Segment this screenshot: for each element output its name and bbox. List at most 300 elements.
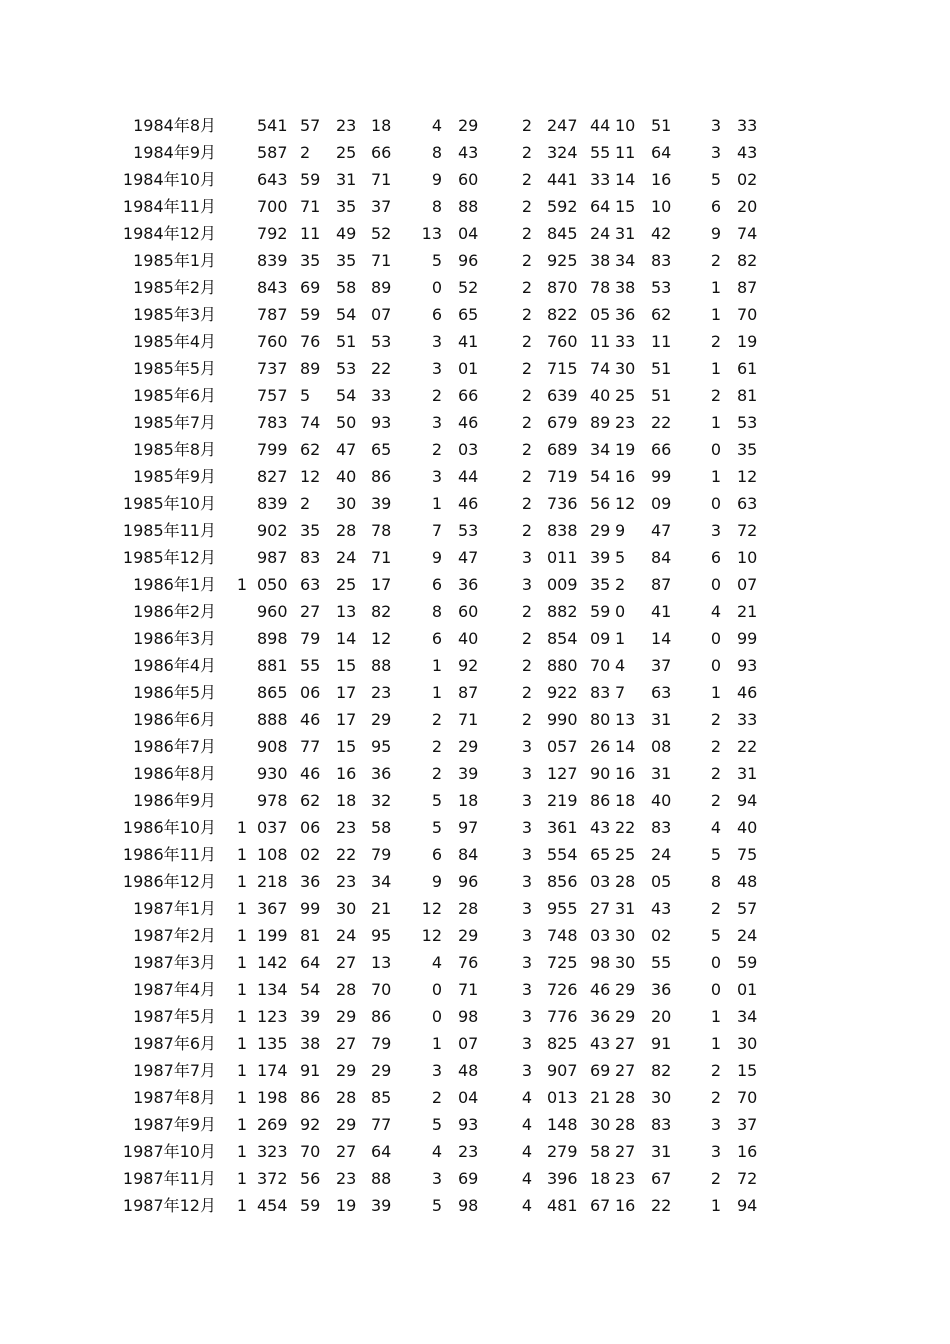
table-cell: 95	[371, 926, 392, 945]
table-cell: 888	[257, 710, 288, 729]
table-cell: 27	[615, 1142, 636, 1161]
table-cell: 30	[737, 1034, 758, 1053]
table-cell: 83	[651, 818, 672, 837]
table-cell: 80	[590, 710, 611, 729]
table-cell: 1	[710, 359, 721, 378]
table-cell: 3	[521, 737, 532, 756]
table-cell: 07	[458, 1034, 479, 1053]
table-cell: 760	[257, 332, 288, 351]
table-cell: 02	[651, 926, 672, 945]
table-cell: 24	[336, 926, 357, 945]
table-row	[0, 193, 950, 220]
table-cell: 77	[300, 737, 321, 756]
table-cell: 23	[336, 1169, 357, 1188]
table-cell: 955	[547, 899, 578, 918]
table-cell: 60	[458, 170, 479, 189]
table-cell: 94	[737, 1196, 758, 1215]
table-cell: 2	[431, 1088, 442, 1107]
table-cell: 98	[590, 953, 611, 972]
table-cell: 990	[547, 710, 578, 729]
table-cell: 21	[590, 1088, 611, 1107]
table-cell: 25	[615, 386, 636, 405]
table-row	[0, 328, 950, 355]
table-row	[0, 409, 950, 436]
row-date: 1987年7月	[133, 1061, 216, 1080]
table-cell: 839	[257, 251, 288, 270]
table-cell: 3	[521, 899, 532, 918]
table-cell: 39	[458, 764, 479, 783]
table-cell: 78	[371, 521, 392, 540]
table-cell: 839	[257, 494, 288, 513]
row-date: 1987年9月	[133, 1115, 216, 1134]
table-cell: 57	[300, 116, 321, 135]
table-cell: 22	[651, 413, 672, 432]
table-cell: 2	[521, 683, 532, 702]
table-cell: 1	[236, 899, 247, 918]
table-cell: 40	[458, 629, 479, 648]
table-cell: 13	[336, 602, 357, 621]
table-cell: 2	[431, 710, 442, 729]
row-date: 1986年9月	[133, 791, 216, 810]
table-cell: 63	[300, 575, 321, 594]
table-cell: 65	[371, 440, 392, 459]
table-cell: 19	[737, 332, 758, 351]
table-cell: 69	[458, 1169, 479, 1188]
table-cell: 84	[651, 548, 672, 567]
table-cell: 6	[710, 548, 721, 567]
table-cell: 49	[336, 224, 357, 243]
table-cell: 907	[547, 1061, 578, 1080]
table-cell: 148	[547, 1115, 578, 1134]
table-cell: 92	[300, 1115, 321, 1134]
table-cell: 03	[590, 872, 611, 891]
table-cell: 142	[257, 953, 288, 972]
table-row	[0, 1057, 950, 1084]
table-cell: 27	[590, 899, 611, 918]
table-cell: 0	[710, 440, 721, 459]
table-row	[0, 1138, 950, 1165]
table-cell: 822	[547, 305, 578, 324]
table-cell: 1	[431, 683, 442, 702]
table-cell: 454	[257, 1196, 288, 1215]
table-cell: 978	[257, 791, 288, 810]
table-cell: 37	[651, 656, 672, 675]
table-cell: 85	[371, 1088, 392, 1107]
table-cell: 72	[737, 1169, 758, 1188]
table-cell: 0	[431, 278, 442, 297]
table-cell: 5	[431, 1115, 442, 1134]
table-cell: 02	[737, 170, 758, 189]
table-row	[0, 868, 950, 895]
table-cell: 11	[300, 224, 321, 243]
table-cell: 1	[710, 305, 721, 324]
row-date: 1985年7月	[133, 413, 216, 432]
table-cell: 1	[431, 1034, 442, 1053]
table-row	[0, 706, 950, 733]
table-cell: 64	[371, 1142, 392, 1161]
table-cell: 74	[737, 224, 758, 243]
table-cell: 82	[651, 1061, 672, 1080]
table-cell: 87	[458, 683, 479, 702]
table-cell: 21	[737, 602, 758, 621]
row-date: 1984年9月	[133, 143, 216, 162]
table-cell: 62	[300, 440, 321, 459]
table-cell: 24	[336, 548, 357, 567]
table-row	[0, 625, 950, 652]
table-cell: 29	[371, 1061, 392, 1080]
table-cell: 30	[590, 1115, 611, 1134]
row-date: 1986年4月	[133, 656, 216, 675]
table-cell: 59	[737, 953, 758, 972]
table-cell: 28	[336, 1088, 357, 1107]
table-cell: 71	[458, 710, 479, 729]
table-cell: 20	[737, 197, 758, 216]
table-cell: 1	[431, 494, 442, 513]
table-cell: 3	[521, 764, 532, 783]
row-date: 1985年2月	[133, 278, 216, 297]
table-cell: 3	[521, 872, 532, 891]
table-cell: 9	[615, 521, 626, 540]
table-cell: 59	[590, 602, 611, 621]
table-cell: 1	[236, 872, 247, 891]
table-cell: 2	[431, 737, 442, 756]
table-cell: 36	[300, 872, 321, 891]
table-cell: 71	[300, 197, 321, 216]
table-cell: 737	[257, 359, 288, 378]
table-cell: 44	[590, 116, 611, 135]
table-row	[0, 463, 950, 490]
table-cell: 1	[236, 1007, 247, 1026]
table-cell: 88	[371, 1169, 392, 1188]
table-cell: 2	[521, 359, 532, 378]
table-cell: 53	[371, 332, 392, 351]
table-row	[0, 814, 950, 841]
table-cell: 1	[236, 980, 247, 999]
table-cell: 19	[336, 1196, 357, 1215]
table-cell: 01	[458, 359, 479, 378]
table-cell: 38	[590, 251, 611, 270]
table-cell: 3	[431, 1061, 442, 1080]
table-cell: 4	[431, 953, 442, 972]
table-cell: 4	[521, 1169, 532, 1188]
table-cell: 2	[710, 386, 721, 405]
table-cell: 66	[651, 440, 672, 459]
table-cell: 870	[547, 278, 578, 297]
table-cell: 1	[236, 1196, 247, 1215]
table-cell: 441	[547, 170, 578, 189]
table-cell: 554	[547, 845, 578, 864]
table-cell: 48	[737, 872, 758, 891]
table-cell: 89	[590, 413, 611, 432]
table-row	[0, 760, 950, 787]
table-cell: 174	[257, 1061, 288, 1080]
table-cell: 2	[710, 764, 721, 783]
table-cell: 1	[236, 926, 247, 945]
table-cell: 838	[547, 521, 578, 540]
table-cell: 845	[547, 224, 578, 243]
table-cell: 725	[547, 953, 578, 972]
table-cell: 5	[710, 926, 721, 945]
table-cell: 93	[371, 413, 392, 432]
table-cell: 40	[336, 467, 357, 486]
table-cell: 22	[737, 737, 758, 756]
table-cell: 76	[300, 332, 321, 351]
table-cell: 88	[458, 197, 479, 216]
table-cell: 776	[547, 1007, 578, 1026]
table-cell: 06	[300, 818, 321, 837]
table-cell: 82	[371, 602, 392, 621]
table-cell: 16	[737, 1142, 758, 1161]
row-date: 1987年4月	[133, 980, 216, 999]
table-cell: 960	[257, 602, 288, 621]
table-cell: 53	[458, 521, 479, 540]
table-cell: 36	[590, 1007, 611, 1026]
table-cell: 2	[521, 602, 532, 621]
row-date: 1987年3月	[133, 953, 216, 972]
table-cell: 587	[257, 143, 288, 162]
table-cell: 856	[547, 872, 578, 891]
table-cell: 3	[521, 953, 532, 972]
table-cell: 2	[521, 197, 532, 216]
table-cell: 3	[521, 818, 532, 837]
table-cell: 39	[300, 1007, 321, 1026]
table-cell: 62	[651, 305, 672, 324]
table-cell: 987	[257, 548, 288, 567]
table-cell: 51	[651, 359, 672, 378]
table-row	[0, 247, 950, 274]
table-cell: 902	[257, 521, 288, 540]
table-cell: 43	[458, 143, 479, 162]
table-cell: 2	[300, 143, 311, 162]
table-cell: 12	[615, 494, 636, 513]
table-cell: 61	[737, 359, 758, 378]
table-cell: 71	[371, 251, 392, 270]
table-cell: 40	[651, 791, 672, 810]
table-cell: 87	[651, 575, 672, 594]
table-cell: 4	[431, 116, 442, 135]
table-cell: 2	[431, 386, 442, 405]
data-table	[0, 112, 950, 1219]
table-cell: 16	[615, 467, 636, 486]
table-cell: 17	[336, 710, 357, 729]
table-cell: 881	[257, 656, 288, 675]
table-cell: 12	[421, 926, 442, 945]
table-cell: 1	[615, 629, 626, 648]
table-cell: 08	[651, 737, 672, 756]
table-cell: 17	[336, 683, 357, 702]
table-cell: 2	[300, 494, 311, 513]
table-cell: 03	[458, 440, 479, 459]
table-cell: 1	[236, 953, 247, 972]
table-row	[0, 1003, 950, 1030]
table-cell: 799	[257, 440, 288, 459]
table-cell: 35	[300, 521, 321, 540]
table-cell: 123	[257, 1007, 288, 1026]
table-cell: 90	[590, 764, 611, 783]
table-cell: 07	[371, 305, 392, 324]
table-cell: 43	[651, 899, 672, 918]
table-cell: 53	[651, 278, 672, 297]
table-cell: 20	[651, 1007, 672, 1026]
table-cell: 23	[458, 1142, 479, 1161]
table-cell: 54	[336, 305, 357, 324]
table-cell: 825	[547, 1034, 578, 1053]
table-cell: 2	[521, 629, 532, 648]
table-cell: 56	[300, 1169, 321, 1188]
table-cell: 47	[336, 440, 357, 459]
table-cell: 8	[431, 197, 442, 216]
table-cell: 35	[300, 251, 321, 270]
table-cell: 43	[737, 143, 758, 162]
table-row	[0, 382, 950, 409]
table-cell: 4	[521, 1088, 532, 1107]
table-cell: 37	[737, 1115, 758, 1134]
table-cell: 2	[521, 467, 532, 486]
table-cell: 69	[590, 1061, 611, 1080]
table-cell: 12	[421, 899, 442, 918]
table-cell: 715	[547, 359, 578, 378]
table-cell: 13	[371, 953, 392, 972]
table-cell: 65	[458, 305, 479, 324]
table-cell: 54	[590, 467, 611, 486]
table-cell: 037	[257, 818, 288, 837]
table-cell: 247	[547, 116, 578, 135]
table-cell: 2	[710, 1169, 721, 1188]
table-cell: 930	[257, 764, 288, 783]
table-row	[0, 652, 950, 679]
table-cell: 898	[257, 629, 288, 648]
table-cell: 72	[737, 521, 758, 540]
table-cell: 1	[710, 1007, 721, 1026]
table-cell: 07	[737, 575, 758, 594]
table-cell: 1	[236, 1088, 247, 1107]
table-cell: 7	[431, 521, 442, 540]
table-cell: 1	[236, 1061, 247, 1080]
table-cell: 6	[710, 197, 721, 216]
table-cell: 1	[710, 467, 721, 486]
table-cell: 52	[371, 224, 392, 243]
table-cell: 26	[590, 737, 611, 756]
table-cell: 5	[710, 170, 721, 189]
table-row	[0, 436, 950, 463]
table-cell: 2	[521, 494, 532, 513]
table-cell: 70	[371, 980, 392, 999]
table-cell: 56	[590, 494, 611, 513]
table-cell: 79	[300, 629, 321, 648]
table-cell: 63	[737, 494, 758, 513]
table-cell: 689	[547, 440, 578, 459]
table-cell: 31	[651, 710, 672, 729]
table-cell: 18	[371, 116, 392, 135]
table-cell: 1	[710, 1196, 721, 1215]
table-cell: 1	[710, 278, 721, 297]
table-cell: 009	[547, 575, 578, 594]
table-cell: 41	[458, 332, 479, 351]
table-cell: 4	[521, 1196, 532, 1215]
table-row	[0, 733, 950, 760]
table-cell: 5	[431, 818, 442, 837]
row-date: 1987年2月	[133, 926, 216, 945]
table-cell: 64	[300, 953, 321, 972]
table-cell: 1	[710, 683, 721, 702]
table-cell: 8	[431, 143, 442, 162]
row-date: 1986年8月	[133, 764, 216, 783]
table-cell: 60	[458, 602, 479, 621]
table-cell: 0	[710, 953, 721, 972]
table-cell: 55	[300, 656, 321, 675]
table-cell: 2	[521, 710, 532, 729]
table-cell: 28	[615, 1088, 636, 1107]
table-cell: 89	[371, 278, 392, 297]
table-cell: 2	[521, 278, 532, 297]
table-cell: 91	[300, 1061, 321, 1080]
table-cell: 54	[336, 386, 357, 405]
table-cell: 55	[651, 953, 672, 972]
table-cell: 14	[615, 737, 636, 756]
table-cell: 88	[371, 656, 392, 675]
table-cell: 4	[521, 1115, 532, 1134]
table-cell: 31	[651, 764, 672, 783]
table-cell: 057	[547, 737, 578, 756]
table-cell: 83	[651, 251, 672, 270]
table-cell: 65	[590, 845, 611, 864]
table-cell: 30	[336, 494, 357, 513]
table-cell: 5	[431, 1196, 442, 1215]
table-cell: 760	[547, 332, 578, 351]
table-cell: 86	[371, 467, 392, 486]
table-cell: 783	[257, 413, 288, 432]
table-cell: 5	[710, 845, 721, 864]
row-date: 1985年9月	[133, 467, 216, 486]
table-row	[0, 895, 950, 922]
table-cell: 3	[431, 1169, 442, 1188]
table-cell: 99	[300, 899, 321, 918]
table-cell: 46	[300, 764, 321, 783]
table-cell: 28	[615, 1115, 636, 1134]
table-cell: 4	[615, 656, 626, 675]
table-cell: 34	[371, 872, 392, 891]
table-cell: 324	[547, 143, 578, 162]
table-cell: 269	[257, 1115, 288, 1134]
table-cell: 24	[651, 845, 672, 864]
table-cell: 15	[336, 656, 357, 675]
table-cell: 050	[257, 575, 288, 594]
row-date: 1987年8月	[133, 1088, 216, 1107]
table-cell: 2	[431, 440, 442, 459]
table-cell: 28	[615, 872, 636, 891]
row-date: 1986年11月	[122, 845, 216, 864]
table-cell: 58	[371, 818, 392, 837]
table-cell: 843	[257, 278, 288, 297]
table-cell: 28	[336, 980, 357, 999]
table-cell: 42	[651, 224, 672, 243]
table-cell: 5	[431, 791, 442, 810]
table-cell: 3	[521, 548, 532, 567]
table-cell: 55	[590, 143, 611, 162]
table-cell: 372	[257, 1169, 288, 1188]
table-cell: 15	[336, 737, 357, 756]
table-cell: 39	[371, 494, 392, 513]
table-cell: 30	[615, 926, 636, 945]
table-cell: 2	[521, 656, 532, 675]
table-cell: 83	[590, 683, 611, 702]
table-cell: 3	[431, 467, 442, 486]
table-cell: 30	[615, 359, 636, 378]
table-cell: 592	[547, 197, 578, 216]
table-cell: 70	[590, 656, 611, 675]
table-cell: 86	[371, 1007, 392, 1026]
table-cell: 46	[590, 980, 611, 999]
